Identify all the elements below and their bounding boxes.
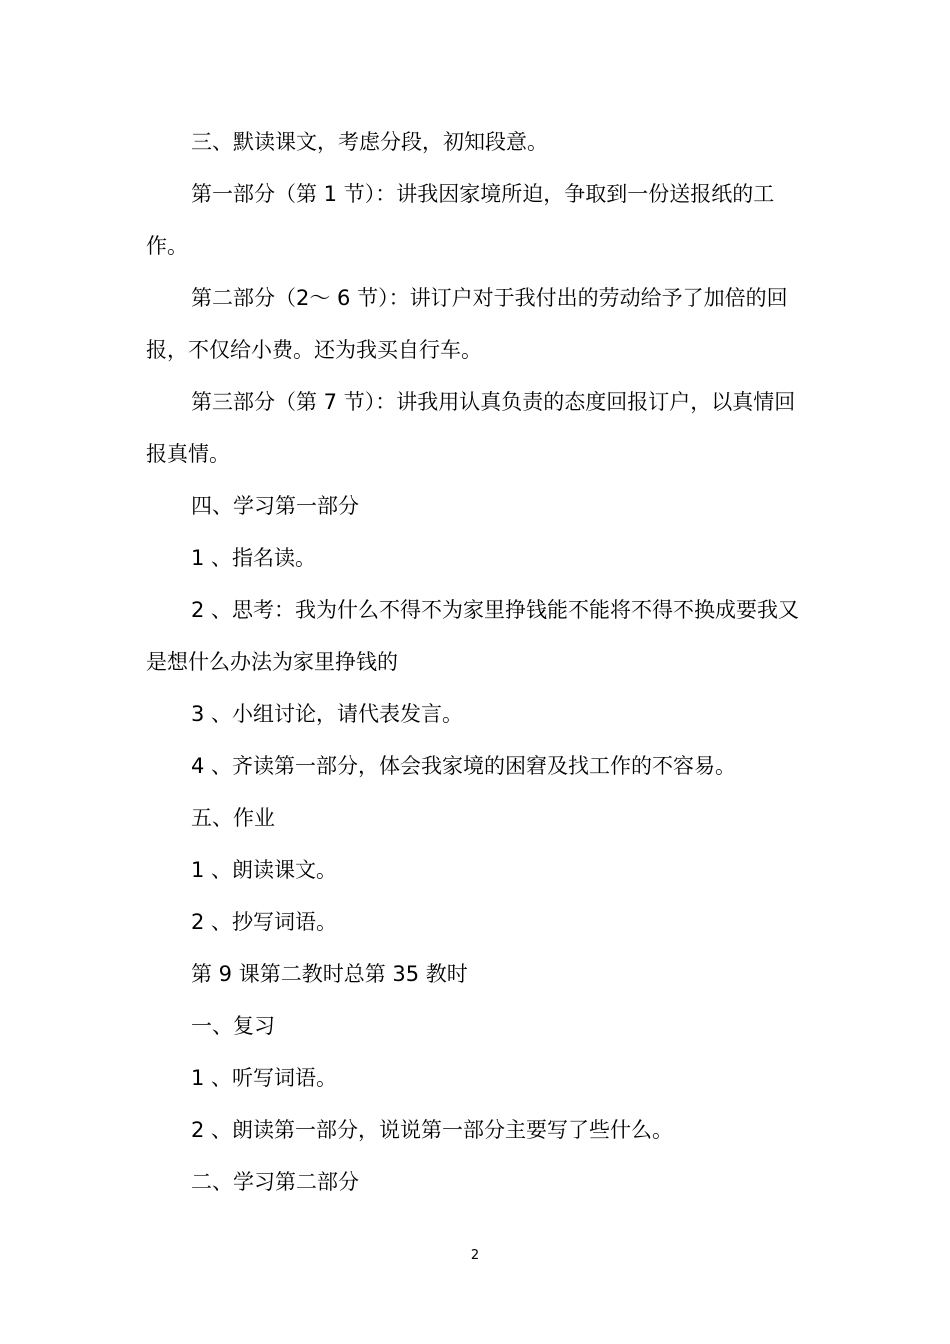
paragraph: 第一部分（第 1 节）：讲我因家境所迫，争取到一份送报纸的工作。 — [146, 182, 775, 258]
paragraph: 2 、朗读第一部分，说说第一部分主要写了些什么。 — [191, 1118, 674, 1142]
paragraph: 4 、齐读第一部分，体会我家境的困窘及找工作的不容易。 — [191, 754, 737, 778]
paragraph: 一、复习 — [191, 1014, 275, 1038]
paragraph: 2 、思考：我为什么不得不为家里挣钱能不能将不得不换成要我又是想什么办法为家里挣钱的 — [146, 598, 800, 674]
paragraph: 第 9 课第二教时总第 35 教时 — [191, 962, 468, 986]
paragraph: 1 、听写词语。 — [191, 1066, 338, 1090]
paragraph: 五、作业 — [191, 806, 275, 830]
paragraph: 1 、朗读课文。 — [191, 858, 338, 882]
paragraph: 第三部分（第 7 节）：讲我用认真负责的态度回报订户，以真情回报真情。 — [146, 390, 796, 466]
paragraph: 3 、小组讨论，请代表发言。 — [191, 702, 464, 726]
paragraph: 第二部分（2～ 6 节）：讲订户对于我付出的劳动给予了加倍的回报，不仅给小费。还为我买自行车。 — [146, 286, 788, 362]
paragraph: 四、学习第一部分 — [191, 494, 359, 518]
page-number: 2 — [470, 1248, 480, 1263]
paragraph: 三、默读课文，考虑分段，初知段意。 — [191, 130, 548, 154]
paragraph: 2 、抄写词语。 — [191, 910, 338, 934]
paragraph: 二、学习第二部分 — [191, 1170, 359, 1194]
paragraph: 1 、指名读。 — [191, 546, 317, 570]
document-body — [146, 116, 806, 1208]
